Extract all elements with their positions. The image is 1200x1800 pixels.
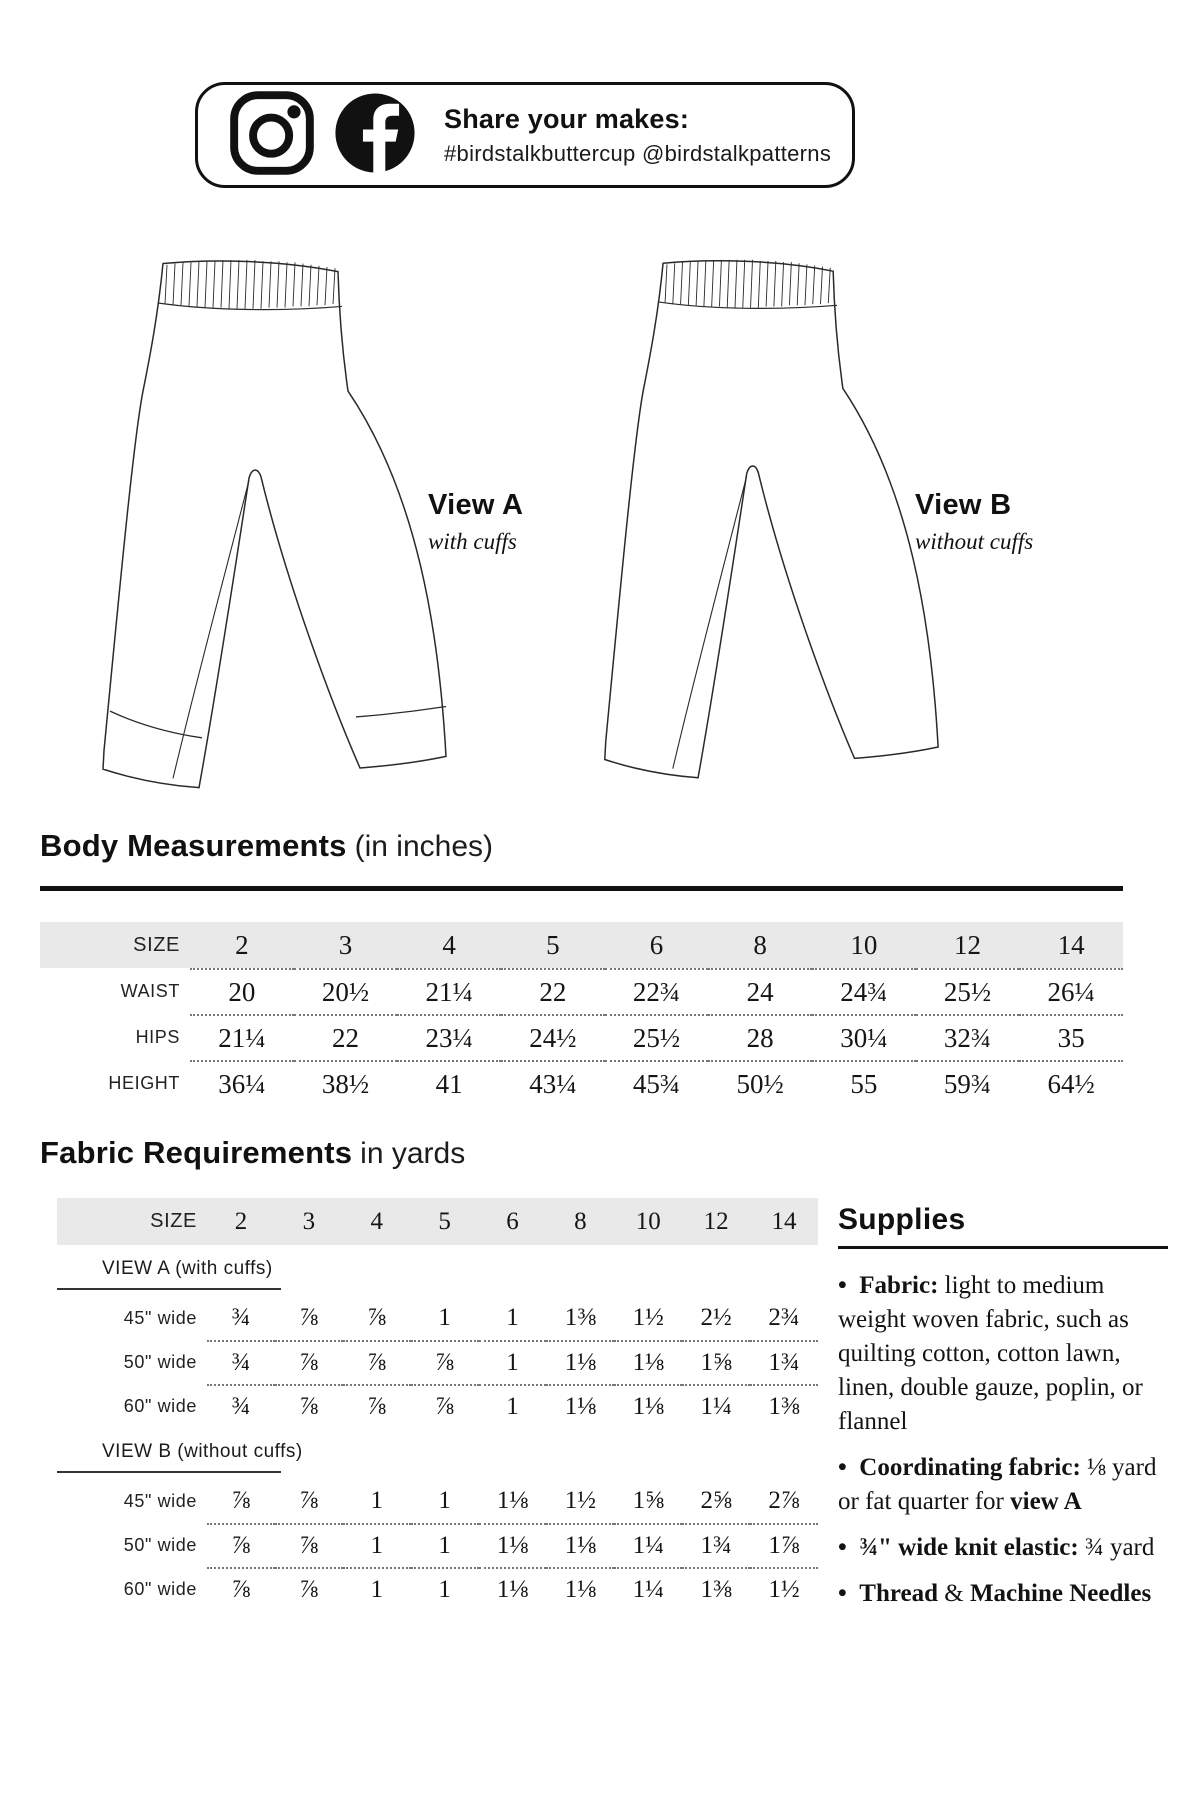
table-cell: ⅞: [275, 1384, 343, 1428]
table-cell: 59¾: [916, 1060, 1020, 1106]
table-cell: 1⅛: [614, 1384, 682, 1428]
table-cell: 2½: [700, 1304, 732, 1331]
fabric-section-header: [57, 1441, 818, 1473]
table-cell: ⅞: [343, 1384, 411, 1428]
view-b-label: [915, 489, 1033, 555]
table-cell: 1⅜: [564, 1304, 596, 1331]
table-cell: 38½: [294, 1060, 398, 1106]
table-cell: 1¼: [682, 1384, 750, 1428]
bullet-icon: •: [838, 1580, 860, 1607]
row-label: HEIGHT: [108, 1072, 180, 1093]
table-cell: 1⅜: [750, 1384, 818, 1428]
table-cell: 1: [479, 1384, 547, 1428]
fabric-section-rule: [57, 1471, 281, 1473]
table-cell: 41: [397, 1060, 501, 1106]
supplies-section: [838, 1203, 1170, 1623]
row-label: WAIST: [120, 980, 180, 1001]
table-row: [57, 1523, 818, 1567]
row-label: 60" wide: [123, 1395, 197, 1416]
table-cell: 1⅛: [496, 1487, 529, 1514]
table-cell: ⅞: [275, 1567, 343, 1611]
table-cell: 1⅛: [479, 1523, 547, 1567]
table-cell: 8: [574, 1207, 587, 1235]
table-cell: 30¼: [812, 1014, 916, 1060]
body-measurements-rule: [40, 886, 1123, 891]
table-cell: 14: [771, 1207, 797, 1235]
table-cell: 36¼: [190, 1060, 294, 1106]
table-cell: 1: [438, 1304, 451, 1331]
table-cell: ⅞: [275, 1340, 343, 1384]
table-cell: 4: [370, 1207, 383, 1235]
table-cell: 20½: [294, 968, 398, 1014]
fabric-section-label: VIEW B (without cuffs): [102, 1441, 303, 1462]
banner-handles: #birdstalkbuttercup @birdstalkpatterns: [444, 140, 832, 166]
table-header-row: [40, 922, 1123, 968]
fabric-table: [57, 1198, 818, 1611]
table-row: [57, 1296, 818, 1340]
bullet-icon: •: [838, 1454, 860, 1481]
row-label: 45" wide: [123, 1490, 197, 1511]
instagram-icon: [228, 89, 316, 182]
view-a-title: View A: [428, 489, 524, 521]
table-cell: 23¼: [397, 1014, 501, 1060]
table-cell: 14: [1057, 929, 1085, 960]
table-cell: 1⅜: [682, 1567, 750, 1611]
body-measurements-heading: [40, 828, 493, 864]
table-cell: 1: [370, 1487, 383, 1514]
table-cell: 12: [953, 929, 981, 960]
pants-view-a-drawing: [95, 245, 450, 795]
table-cell: 10: [635, 1207, 661, 1235]
table-cell: 1: [479, 1340, 547, 1384]
table-cell: 6: [649, 929, 664, 960]
table-row: [40, 1060, 1123, 1106]
bullet-icon: •: [838, 1272, 860, 1299]
table-cell: 32¾: [916, 1014, 1020, 1060]
table-cell: 24½: [501, 1014, 605, 1060]
table-cell: 20: [190, 968, 294, 1014]
row-label: 50" wide: [123, 1534, 197, 1555]
table-cell: 35: [1019, 1014, 1123, 1060]
table-cell: ⅞: [367, 1304, 387, 1331]
table-cell: 1: [411, 1567, 479, 1611]
body-measurements-subtitle: (in inches): [354, 830, 493, 863]
view-a-label: [428, 489, 523, 555]
table-cell: 1¾: [682, 1523, 750, 1567]
table-cell: 12: [703, 1207, 729, 1235]
table-cell: 64½: [1019, 1060, 1123, 1106]
table-cell: ⅞: [231, 1487, 251, 1514]
table-cell: 21¼: [397, 968, 501, 1014]
fabric-section-header: [57, 1258, 818, 1290]
row-label: SIZE: [133, 933, 180, 956]
table-cell: 1: [343, 1567, 411, 1611]
table-cell: 1⅝: [632, 1487, 664, 1514]
supply-item: • Coordinating fabric: ⅛ yard or fat quarter for view A: [838, 1454, 1157, 1515]
table-cell: 50½: [708, 1060, 812, 1106]
supplies-title: Supplies: [838, 1203, 966, 1236]
table-row: [57, 1479, 818, 1523]
banner-text: [444, 104, 831, 167]
supplies-list: [838, 1269, 1170, 1611]
table-cell: 1⅛: [614, 1340, 682, 1384]
table-cell: 28: [708, 1014, 812, 1060]
table-row: [40, 1014, 1123, 1060]
table-cell: ⅞: [411, 1340, 479, 1384]
table-cell: 2⅝: [700, 1487, 732, 1514]
table-cell: 55: [812, 1060, 916, 1106]
table-cell: 1⅛: [546, 1567, 614, 1611]
table-cell: 2: [234, 1207, 248, 1235]
social-icons: [228, 89, 418, 182]
table-cell: 3: [302, 1207, 316, 1235]
bullet-icon: •: [838, 1534, 860, 1561]
table-cell: 1¼: [614, 1567, 682, 1611]
table-cell: 8: [753, 929, 767, 960]
fabric-requirements-heading: [40, 1135, 465, 1171]
table-row: [57, 1340, 818, 1384]
table-cell: 21¼: [190, 1014, 294, 1060]
table-cell: 25½: [605, 1014, 709, 1060]
table-cell: 5: [438, 1207, 451, 1235]
table-cell: 1⅝: [682, 1340, 750, 1384]
row-label: HIPS: [135, 1026, 180, 1047]
fabric-requirements-subtitle: in yards: [360, 1137, 466, 1170]
table-cell: 1⅛: [546, 1384, 614, 1428]
table-cell: 22¾: [605, 968, 709, 1014]
fabric-requirements-title: Fabric Requirements: [40, 1135, 353, 1170]
table-cell: ¾: [207, 1340, 275, 1384]
table-cell: 24: [708, 968, 812, 1014]
table-cell: 1: [506, 1304, 519, 1331]
table-cell: 10: [850, 929, 878, 960]
table-cell: 5: [546, 929, 560, 960]
table-cell: 22: [294, 1014, 398, 1060]
table-cell: 1⅛: [546, 1340, 614, 1384]
table-cell: 4: [442, 929, 456, 960]
fabric-section-rule: [57, 1288, 281, 1290]
view-b-subtitle: without cuffs: [915, 529, 1034, 554]
table-cell: ⅞: [275, 1523, 343, 1567]
supply-item: • Thread & Machine Needles: [838, 1580, 1152, 1607]
row-label: 45" wide: [123, 1307, 197, 1328]
table-cell: ⅞: [411, 1384, 479, 1428]
table-cell: 25½: [916, 968, 1020, 1014]
table-cell: 2⅞: [768, 1487, 800, 1514]
supply-item: • Fabric: light to medium weight woven fabric, such as quilting cotton, cotton lawn, linen, double gauze, poplin, or flannel: [838, 1272, 1143, 1435]
table-cell: 1¾: [750, 1340, 818, 1384]
body-measurements-title: Body Measurements: [40, 828, 347, 863]
table-cell: 1⅛: [546, 1523, 614, 1567]
table-cell: 1⅛: [479, 1567, 547, 1611]
table-cell: 1: [343, 1523, 411, 1567]
body-measurements-table: [40, 922, 1123, 1106]
supply-item: • ¾" wide knit elastic: ¾ yard: [838, 1534, 1155, 1561]
supplies-rule: [838, 1246, 1168, 1249]
table-header-row: [57, 1198, 818, 1245]
table-cell: 1: [411, 1523, 479, 1567]
table-cell: 1½: [632, 1304, 664, 1331]
view-a-subtitle: with cuffs: [428, 529, 517, 554]
table-row: [40, 968, 1123, 1014]
table-cell: 2¾: [768, 1304, 800, 1331]
fabric-section-label: VIEW A (with cuffs): [102, 1258, 273, 1279]
view-b-title: View B: [915, 489, 1012, 521]
table-cell: ⅞: [207, 1523, 275, 1567]
table-cell: 43¼: [501, 1060, 605, 1106]
facebook-icon: [332, 90, 418, 181]
table-cell: ⅞: [299, 1487, 319, 1514]
table-cell: 1½: [750, 1567, 818, 1611]
table-cell: 22: [501, 968, 605, 1014]
table-cell: ⅞: [207, 1567, 275, 1611]
row-label: 60" wide: [123, 1578, 197, 1599]
table-cell: 1⅞: [750, 1523, 818, 1567]
row-label: SIZE: [150, 1210, 197, 1232]
share-banner: [195, 82, 855, 188]
table-cell: ¾: [207, 1384, 275, 1428]
table-cell: 24¾: [812, 968, 916, 1014]
table-cell: 2: [235, 929, 249, 960]
banner-title: Share your makes:: [444, 103, 690, 134]
table-cell: 1¼: [614, 1523, 682, 1567]
table-cell: 1½: [564, 1487, 596, 1514]
row-label: 50" wide: [123, 1351, 197, 1372]
table-cell: ¾: [231, 1304, 251, 1331]
table-cell: 1: [438, 1487, 451, 1514]
table-cell: ⅞: [343, 1340, 411, 1384]
pants-view-b-drawing: [597, 245, 942, 785]
table-row: [57, 1384, 818, 1428]
table-cell: 26¼: [1019, 968, 1123, 1014]
table-row: [57, 1567, 818, 1611]
table-cell: 3: [338, 929, 353, 960]
table-cell: 45¾: [605, 1060, 709, 1106]
table-cell: 6: [506, 1207, 519, 1235]
table-cell: ⅞: [299, 1304, 319, 1331]
